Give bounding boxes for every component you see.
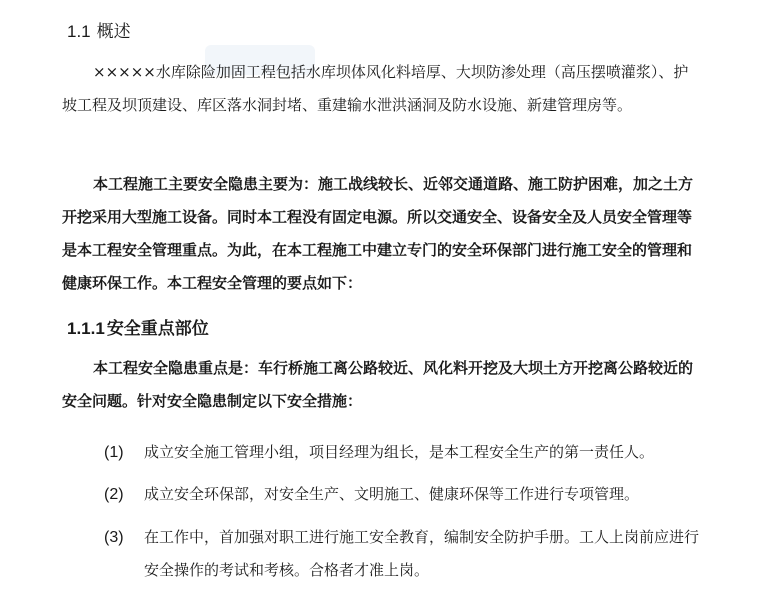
list-item-text: 在工作中，首加强对职工进行施工安全教育，编制安全防护手册。工人上岗前应进行安全操作的考试和考核。合格者才准上岗。 xyxy=(144,528,700,579)
list-marker: (2) xyxy=(104,486,124,503)
list-marker: (3) xyxy=(104,529,124,546)
list-marker: (1) xyxy=(104,444,124,461)
subsection-intro-paragraph: 本工程安全隐患重点是：车行桥施工离公路较近、风化料开挖及大坝土方开挖离公路较近的安全问题。针对安全隐患制定以下安全措施： xyxy=(62,359,694,410)
section-number: 1.1 xyxy=(67,22,91,41)
subsection-heading xyxy=(67,315,209,343)
subsection-title: 安全重点部位 xyxy=(106,319,209,339)
subsection-number: 1.1.1 xyxy=(67,319,105,338)
list-item xyxy=(104,436,704,469)
safety-hazards-paragraph: 本工程施工主要安全隐患主要为：施工战线较长、近邻交通道路、施工防护困难，加之土方开挖采用大型施工设备。同时本工程没有固定电源。所以交通安全、设备安全及人员安全管理等是本工程安全管理重点。为此，在本工程施工中建立专门的安全环保部门进行施工安全的管理和健康环保工作。本工程安全管理的要点如下： xyxy=(62,175,694,292)
section-heading xyxy=(67,20,131,44)
list-item-text: 成立安全环保部，对安全生产、文明施工、健康环保等工作进行专项管理。 xyxy=(144,485,640,503)
list-item-text: 成立安全施工管理小组，项目经理为组长，是本工程安全生产的第一责任人。 xyxy=(144,443,655,461)
section-intro-paragraph: ×××××水库除险加固工程包括水库坝体风化料培厚、大坝防渗处理（高压摆喷灌浆）、护坡工程及坝顶建设、库区落水洞封堵、重建输水泄洪涵洞及防水设施、新建管理房等。 xyxy=(62,63,689,114)
section-title: 概述 xyxy=(96,22,131,42)
list-item xyxy=(104,521,704,587)
list-item xyxy=(104,478,704,511)
